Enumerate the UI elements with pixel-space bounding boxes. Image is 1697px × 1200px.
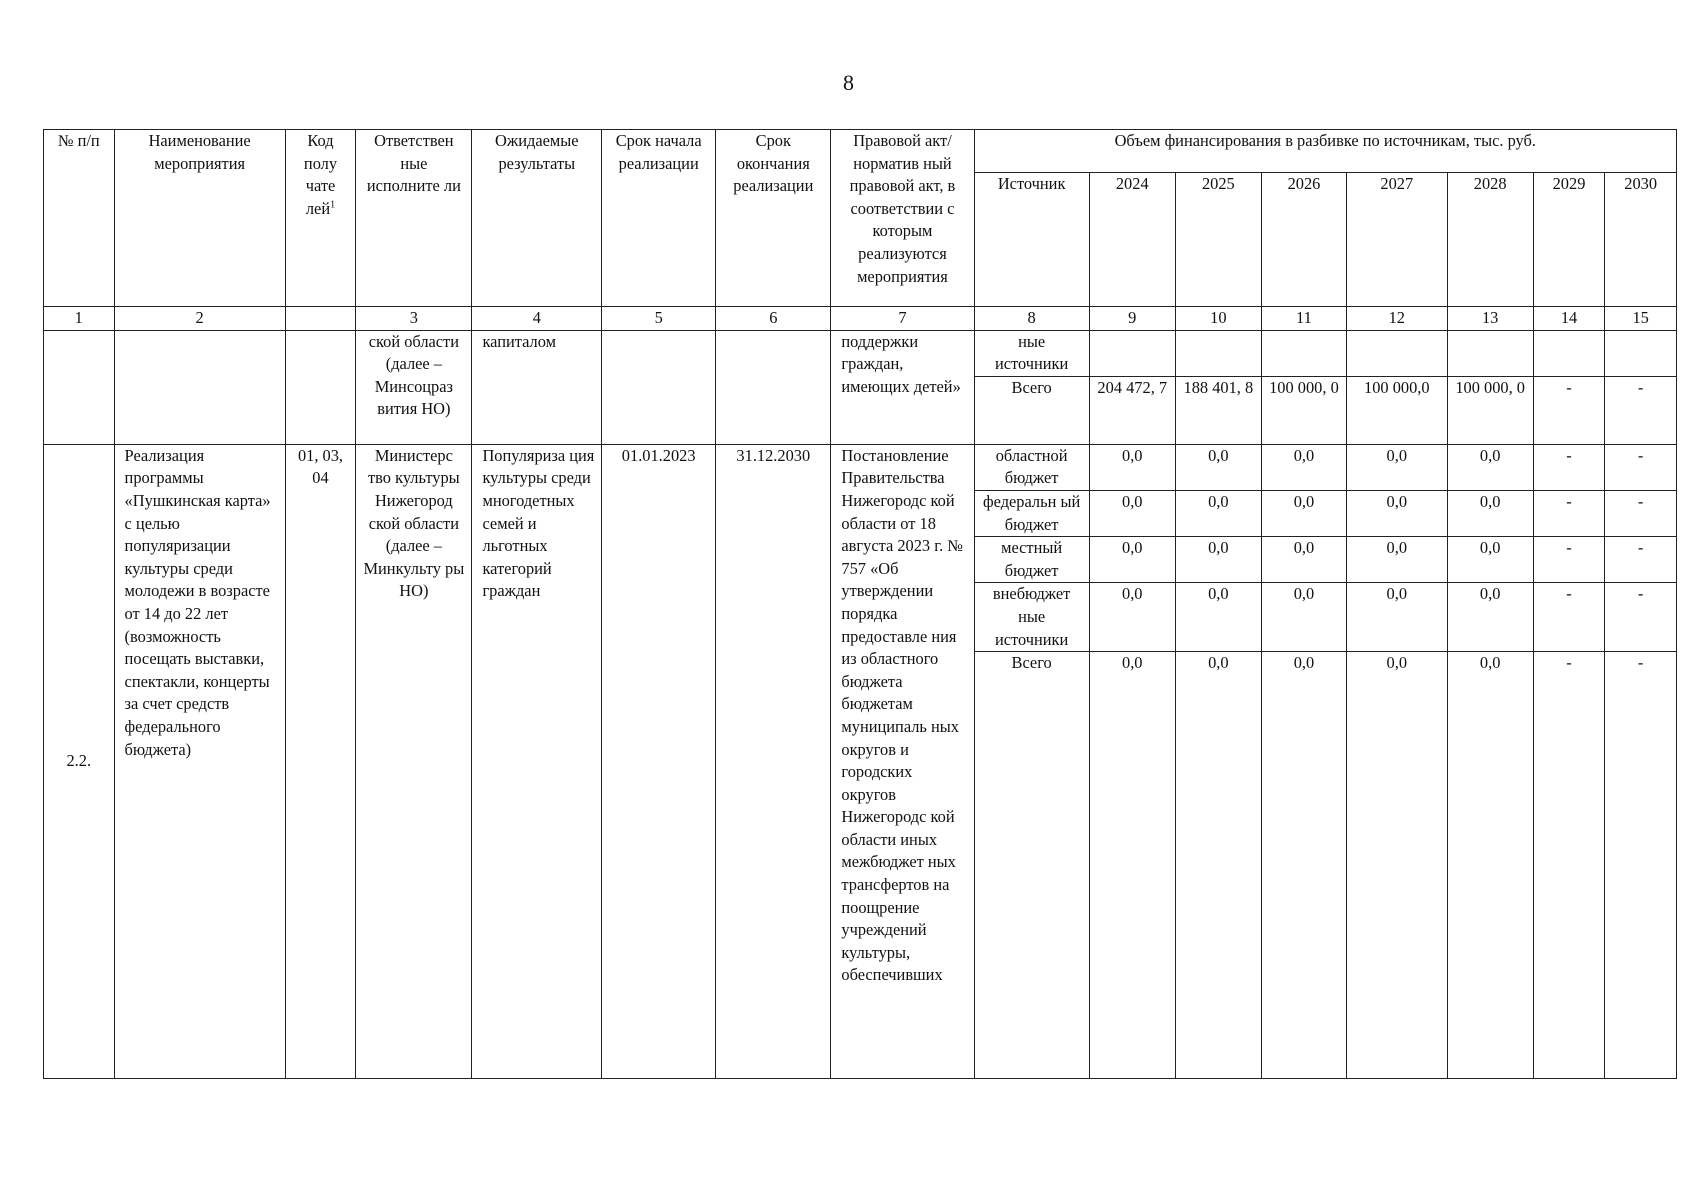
value-cell: 100 000, 0 xyxy=(1447,376,1533,444)
value-cell: 100 000, 0 xyxy=(1261,376,1346,444)
value-cell xyxy=(1533,330,1605,376)
cont-start xyxy=(602,330,716,444)
col-number: 13 xyxy=(1447,307,1533,331)
value-cell xyxy=(1346,330,1447,376)
cont-responsible: ской области (далее – Минсоцраз вития НО) xyxy=(356,330,472,444)
value-cell: 0,0 xyxy=(1175,444,1261,490)
item-no: 2.2. xyxy=(44,444,115,1079)
value-cell: 0,0 xyxy=(1261,583,1346,652)
activities-table xyxy=(43,129,1677,1079)
value-cell: 0,0 xyxy=(1089,537,1175,583)
header-year: 2028 xyxy=(1447,173,1533,307)
value-cell: - xyxy=(1533,583,1605,652)
value-cell: 0,0 xyxy=(1261,537,1346,583)
value-cell: 0,0 xyxy=(1447,652,1533,1079)
value-cell xyxy=(1261,330,1346,376)
source-cell: внебюджет ные источники xyxy=(974,583,1089,652)
value-cell: 0,0 xyxy=(1346,444,1447,490)
header-results: Ожидаемые результаты xyxy=(472,130,602,307)
item-code: 01, 03, 04 xyxy=(285,444,356,1079)
header-year: 2024 xyxy=(1089,173,1175,307)
value-cell: 0,0 xyxy=(1175,537,1261,583)
header-year: 2029 xyxy=(1533,173,1605,307)
source-cell: областной бюджет xyxy=(974,444,1089,490)
value-cell: 0,0 xyxy=(1261,444,1346,490)
col-number: 12 xyxy=(1346,307,1447,331)
value-cell: 188 401, 8 xyxy=(1175,376,1261,444)
source-cell: ные источники xyxy=(974,330,1089,376)
source-cell: Всего xyxy=(974,652,1089,1079)
value-cell: - xyxy=(1605,376,1677,444)
value-cell: 0,0 xyxy=(1175,652,1261,1079)
value-cell xyxy=(1605,330,1677,376)
value-cell: 0,0 xyxy=(1089,652,1175,1079)
value-cell xyxy=(1089,330,1175,376)
value-cell: 0,0 xyxy=(1447,444,1533,490)
col-number: 6 xyxy=(716,307,831,331)
source-cell: федеральн ый бюджет xyxy=(974,490,1089,536)
value-cell: 0,0 xyxy=(1175,490,1261,536)
table-row xyxy=(44,330,1677,376)
header-source: Источник xyxy=(974,173,1089,307)
value-cell: - xyxy=(1533,652,1605,1079)
col-number: 2 xyxy=(114,307,285,331)
col-number: 11 xyxy=(1261,307,1346,331)
header-row xyxy=(44,130,1677,173)
footnote-mark: 1 xyxy=(330,199,336,211)
header-year: 2026 xyxy=(1261,173,1346,307)
source-cell: местный бюджет xyxy=(974,537,1089,583)
value-cell: 0,0 xyxy=(1261,490,1346,536)
table-row xyxy=(44,444,1677,490)
header-end: Срок окончания реализации xyxy=(716,130,831,307)
cont-code xyxy=(285,330,356,444)
cont-no xyxy=(44,330,115,444)
cont-legal-act: поддержки граждан, имеющих детей» xyxy=(831,330,974,444)
value-cell xyxy=(1175,330,1261,376)
col-number: 4 xyxy=(472,307,602,331)
value-cell: - xyxy=(1533,444,1605,490)
value-cell: 0,0 xyxy=(1089,444,1175,490)
value-cell: - xyxy=(1605,583,1677,652)
value-cell: 0,0 xyxy=(1346,583,1447,652)
header-code xyxy=(285,130,356,307)
col-number: 10 xyxy=(1175,307,1261,331)
col-number xyxy=(285,307,356,331)
value-cell: - xyxy=(1533,376,1605,444)
header-year: 2027 xyxy=(1346,173,1447,307)
cont-end xyxy=(716,330,831,444)
col-number: 7 xyxy=(831,307,974,331)
col-number: 1 xyxy=(44,307,115,331)
value-cell: 0,0 xyxy=(1089,490,1175,536)
item-start: 01.01.2023 xyxy=(602,444,716,1079)
header-start: Срок начала реализации xyxy=(602,130,716,307)
value-cell: 0,0 xyxy=(1346,490,1447,536)
value-cell: 0,0 xyxy=(1346,537,1447,583)
item-legal-act: Постановление Правительства Нижегородс кой области от 18 августа 2023 г. № 757 «Об утверждении порядка предоставле ния из областного бюджета бюджетам муниципаль ных округов и городских округов Нижегородс кой области иных межбюджет ных трансфертов на поощрение учреждений культуры, обеспечивших xyxy=(831,444,974,1079)
header-name: Наименование мероприятия xyxy=(114,130,285,307)
cont-results: капиталом xyxy=(472,330,602,444)
header-code-text: Код полу чате лей xyxy=(303,131,338,218)
value-cell: 100 000,0 xyxy=(1346,376,1447,444)
value-cell: - xyxy=(1533,537,1605,583)
item-end: 31.12.2030 xyxy=(716,444,831,1079)
value-cell: 0,0 xyxy=(1447,490,1533,536)
value-cell: 204 472, 7 xyxy=(1089,376,1175,444)
header-funding: Объем финансирования в разбивке по источникам, тыс. руб. xyxy=(974,130,1676,173)
value-cell: 0,0 xyxy=(1261,652,1346,1079)
value-cell: 0,0 xyxy=(1089,583,1175,652)
header-year: 2030 xyxy=(1605,173,1677,307)
value-cell: 0,0 xyxy=(1447,583,1533,652)
source-cell: Всего xyxy=(974,376,1089,444)
value-cell xyxy=(1447,330,1533,376)
col-number: 15 xyxy=(1605,307,1677,331)
header-year: 2025 xyxy=(1175,173,1261,307)
header-legal-act: Правовой акт/норматив ный правовой акт, в соответствии с которым реализуются мероприятия xyxy=(831,130,974,307)
value-cell: 0,0 xyxy=(1175,583,1261,652)
col-number: 5 xyxy=(602,307,716,331)
col-number: 3 xyxy=(356,307,472,331)
item-results: Популяриза ция культуры среди многодетных семей и льготных категорий граждан xyxy=(472,444,602,1079)
cont-name xyxy=(114,330,285,444)
item-responsible: Министерс тво культуры Нижегород ской области (далее – Минкульту ры НО) xyxy=(356,444,472,1079)
col-number: 14 xyxy=(1533,307,1605,331)
value-cell: 0,0 xyxy=(1346,652,1447,1079)
value-cell: - xyxy=(1605,490,1677,536)
value-cell: - xyxy=(1605,444,1677,490)
header-no: № п/п xyxy=(44,130,115,307)
col-number: 8 xyxy=(974,307,1089,331)
value-cell: 0,0 xyxy=(1447,537,1533,583)
value-cell: - xyxy=(1605,652,1677,1079)
value-cell: - xyxy=(1533,490,1605,536)
column-numbers-row xyxy=(44,307,1677,331)
header-responsible: Ответствен ные исполните ли xyxy=(356,130,472,307)
col-number: 9 xyxy=(1089,307,1175,331)
page-number: 8 xyxy=(843,70,854,95)
value-cell: - xyxy=(1605,537,1677,583)
item-name: Реализация программы «Пушкинская карта» с целью популяризации культуры среди молодежи в возрасте от 14 до 22 лет (возможность посещать выставки, спектакли, концерты за счет средств федерального бюджета) xyxy=(114,444,285,1079)
